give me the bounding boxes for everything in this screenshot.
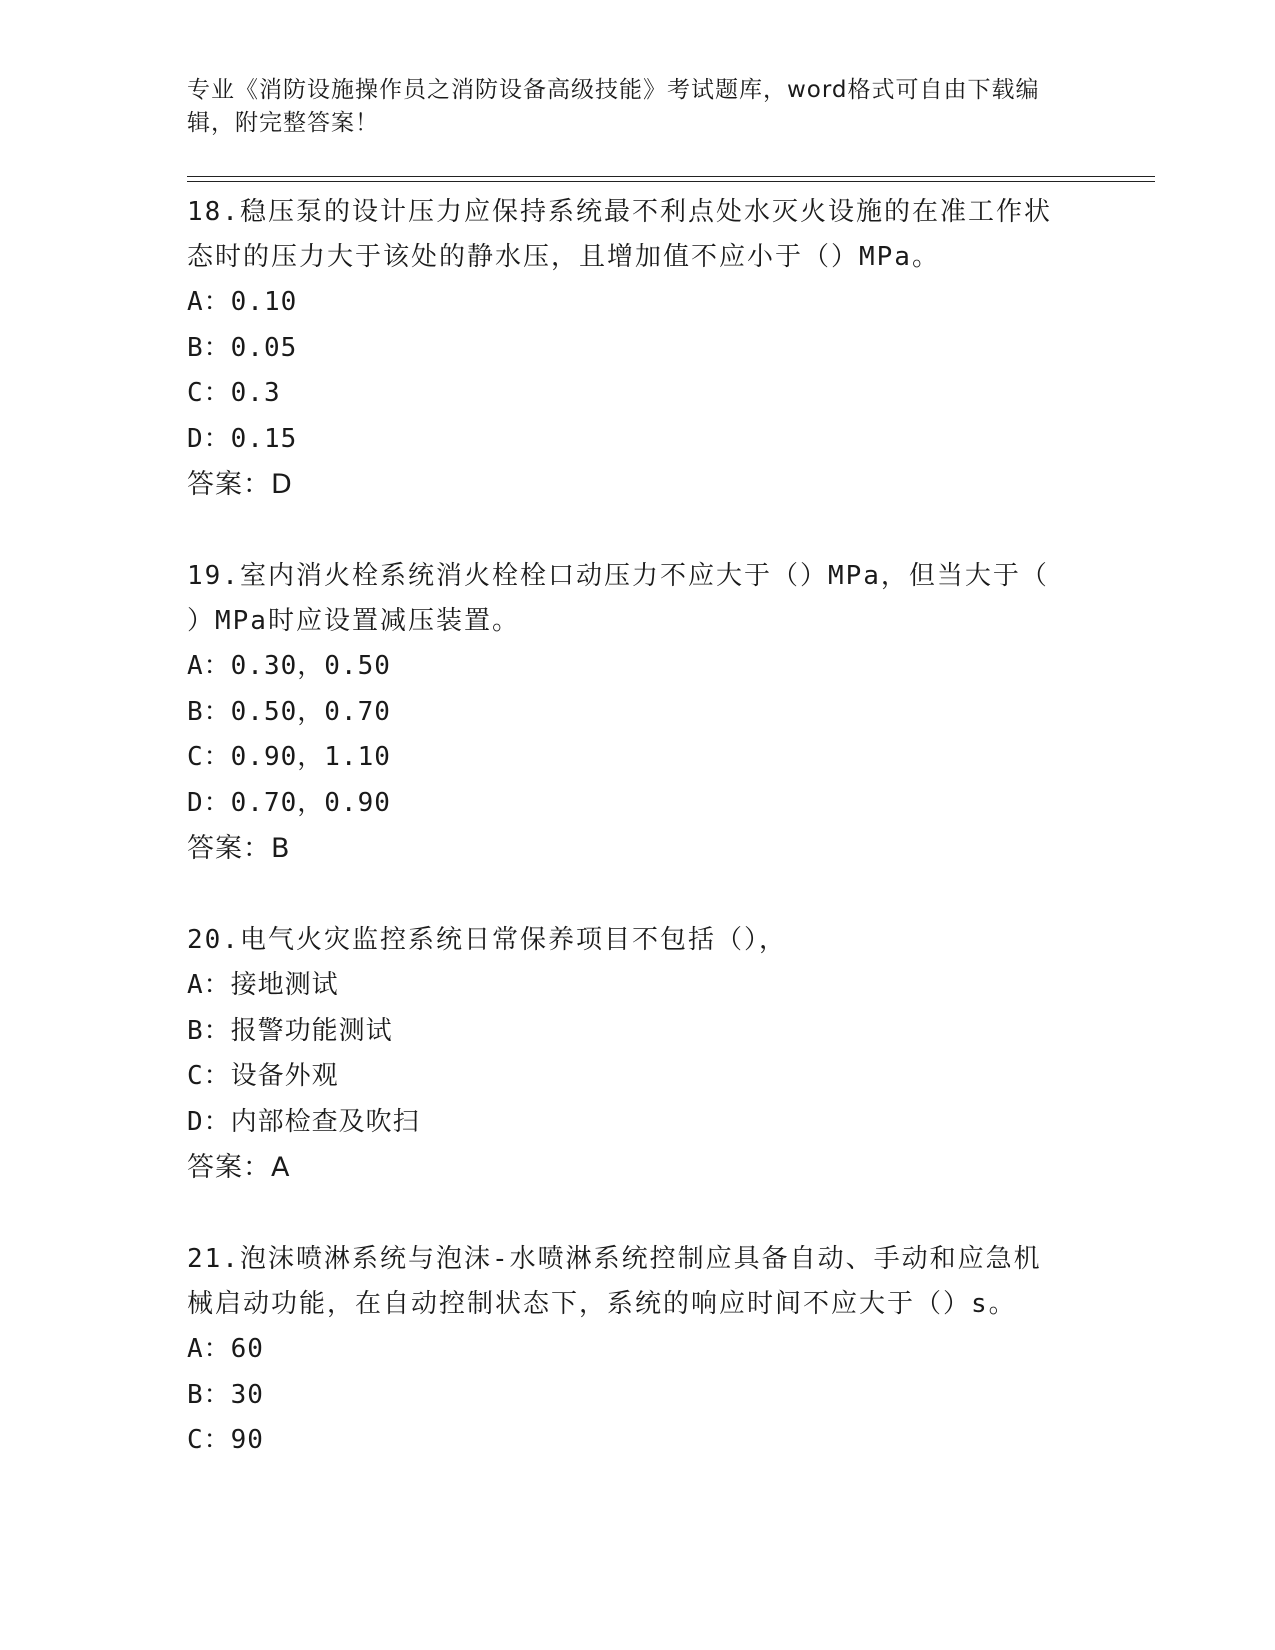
option-c: C：0.3 [187,378,281,408]
question-stem-line: 18.稳压泵的设计压力应保持系统最不利点处水灭火设施的在准工作状 [187,197,1052,227]
option-d: D：0.15 [187,423,298,454]
option-d: D：0.70，0.90 [187,787,391,818]
option-a: A：60 [187,1334,264,1364]
option-c: C：0.90，1.10 [187,742,391,772]
option-b: B：30 [187,1379,264,1410]
question-19 [187,554,1087,871]
header-line-2: 辑，附完整答案！ [187,110,379,136]
option-b: B：0.05 [187,332,298,363]
question-stem [187,918,1087,963]
question-stem [187,1237,1087,1327]
header-line-1: 专业《消防设施操作员之消防设备高级技能》考试题库，word格式可自由下载编 [187,77,1040,103]
question-20 [187,918,1087,1190]
option-c: C：设备外观 [187,1061,339,1091]
option-a: A：0.10 [187,287,298,317]
option-c: C：90 [187,1425,264,1455]
question-stem [187,190,1087,280]
question-stem [187,554,1087,644]
question-21 [187,1237,1087,1464]
question-stem-line: 21.泡沫喷淋系统与泡沫-水喷淋系统控制应具备自动、手动和应急机 [187,1244,1042,1274]
question-stem-line: 械启动功能，在自动控制状态下，系统的响应时间不应大于（）s。 [187,1289,1017,1319]
question-stem-line: ）MPa时应设置减压装置。 [187,606,520,636]
question-stem-line: 20.电气火灾监控系统日常保养项目不包括（）， [187,925,787,955]
question-18 [187,190,1087,507]
document-header [187,74,1067,140]
answer: 答案：B [187,833,291,864]
option-b: B：0.50，0.70 [187,696,391,727]
header-divider-top [187,176,1155,177]
header-divider-bottom [187,181,1155,182]
answer: 答案：A [187,1152,291,1183]
question-stem-line: 19.室内消火栓系统消火栓栓口动压力不应大于（）MPa，但当大于（ [187,561,1049,591]
option-a: A：接地测试 [187,970,339,1000]
answer: 答案：D [187,469,293,500]
option-b: B：报警功能测试 [187,1015,393,1046]
option-a: A：0.30，0.50 [187,651,391,681]
option-d: D：内部检查及吹扫 [187,1106,420,1137]
question-stem-line: 态时的压力大于该处的静水压，且增加值不应小于（）MPa。 [187,242,940,272]
